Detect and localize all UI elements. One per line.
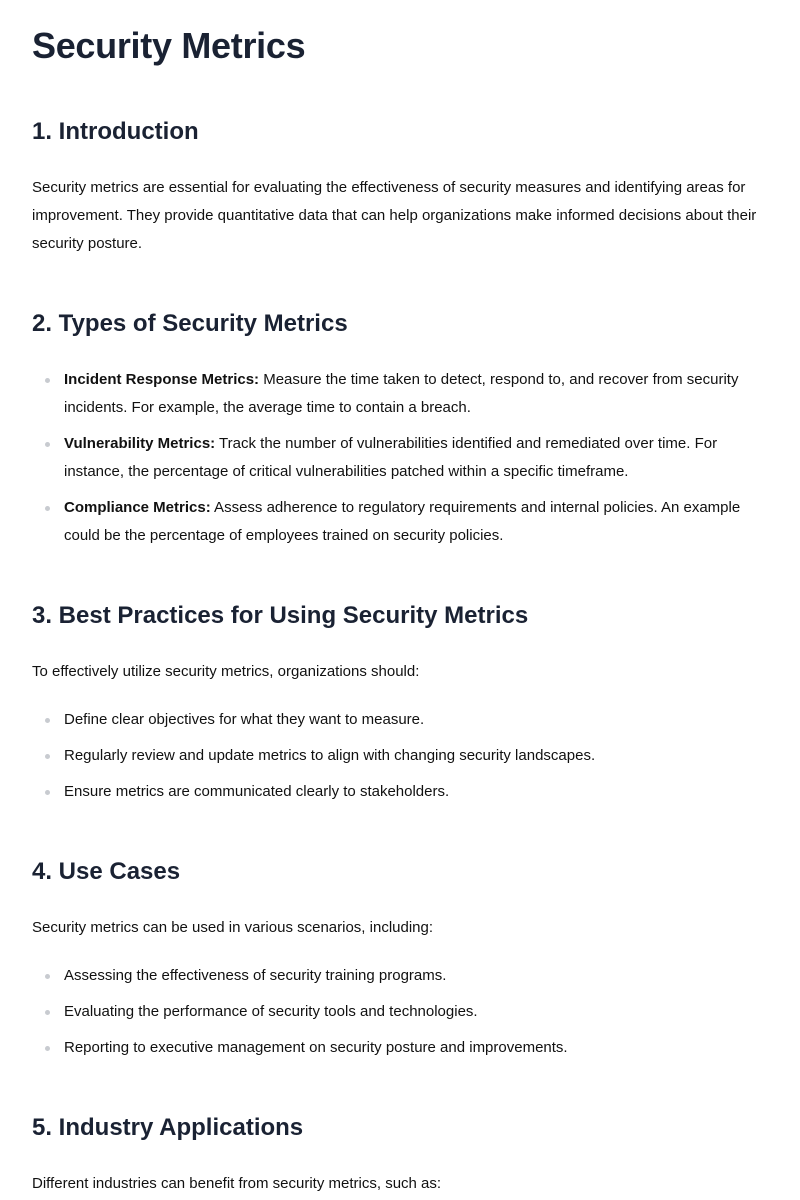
- section-heading-types: 2. Types of Security Metrics: [32, 310, 348, 337]
- types-list: [32, 366, 772, 550]
- list-item: Reporting to executive management on security posture and improvements.: [32, 1034, 772, 1062]
- section-heading-best-practices: 3. Best Practices for Using Security Metrics: [32, 602, 529, 629]
- introduction-paragraph: Security metrics are essential for evaluating the effectiveness of security measures and identifying areas for improvement. They provide quantitative data that can help organizations make informed decisions about their security posture.: [32, 179, 757, 252]
- list-item-text: Assess adherence to regulatory requirements and internal policies. An example could be the percentage of employees trained on security policies.: [64, 499, 741, 544]
- section-heading-industry-applications: 5. Industry Applications: [32, 1114, 304, 1141]
- list-item-text: Measure the time taken to detect, respond to, and recover from security incidents. For example, the average time to contain a breach.: [64, 371, 739, 416]
- page-title: Security Metrics: [32, 25, 306, 66]
- list-item: [32, 494, 772, 550]
- section-heading-use-cases: 4. Use Cases: [32, 858, 181, 885]
- list-item: Define clear objectives for what they want to measure.: [32, 706, 772, 734]
- list-item-term: Incident Response Metrics:: [64, 371, 260, 388]
- list-item: [32, 430, 772, 486]
- list-item-text: Track the number of vulnerabilities identified and remediated over time. For instance, the percentage of critical vulnerabilities patched within a specific timeframe.: [64, 435, 718, 480]
- list-item: [32, 366, 772, 422]
- best-practices-paragraph: To effectively utilize security metrics, organizations should:: [32, 663, 420, 680]
- list-item: Evaluating the performance of security tools and technologies.: [32, 998, 772, 1026]
- list-item: Ensure metrics are communicated clearly to stakeholders.: [32, 778, 772, 806]
- use-cases-list: [32, 962, 772, 1062]
- industry-applications-paragraph: Different industries can benefit from security metrics, such as:: [32, 1175, 442, 1192]
- use-cases-paragraph: Security metrics can be used in various scenarios, including:: [32, 919, 434, 936]
- list-item-term: Vulnerability Metrics:: [64, 435, 216, 452]
- best-practices-list: [32, 706, 772, 806]
- list-item-term: Compliance Metrics:: [64, 499, 211, 516]
- list-item: Assessing the effectiveness of security training programs.: [32, 962, 772, 990]
- list-item: Regularly review and update metrics to align with changing security landscapes.: [32, 742, 772, 770]
- document-page: [32, 0, 772, 1198]
- section-heading-introduction: 1. Introduction: [32, 118, 199, 145]
